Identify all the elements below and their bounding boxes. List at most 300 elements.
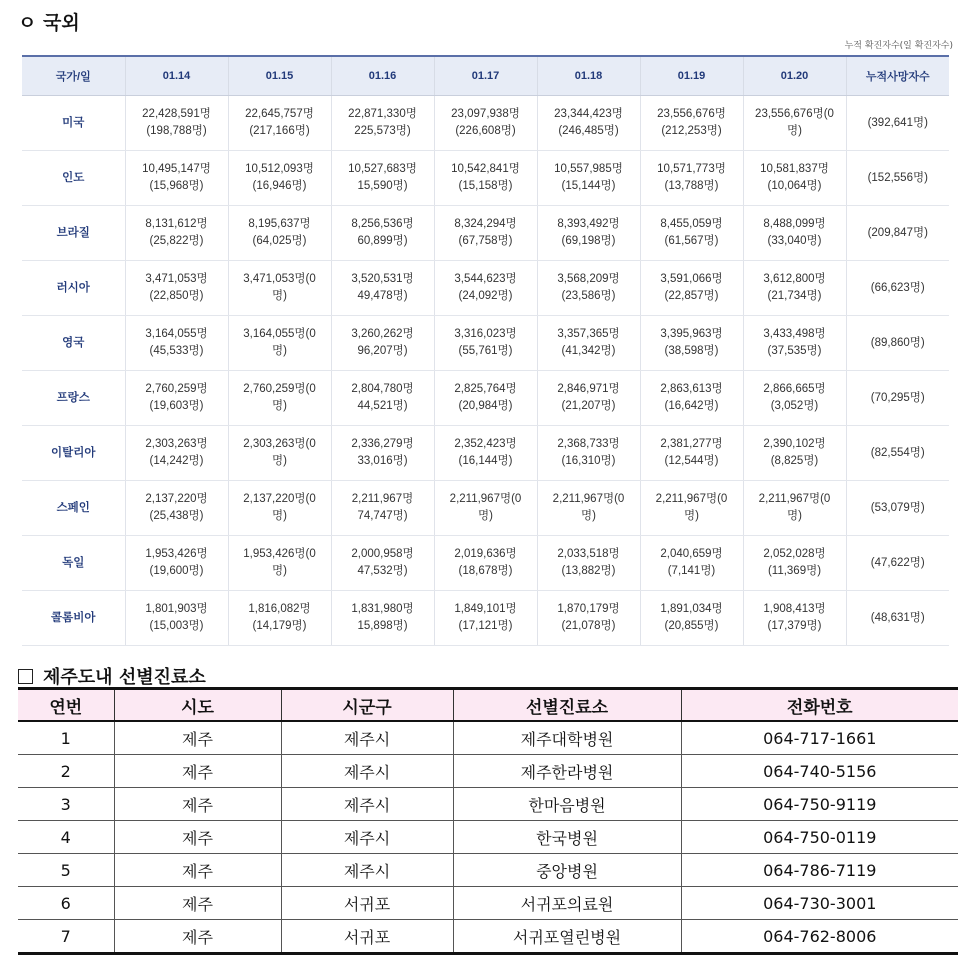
daily-cases: (226,608명) (455, 125, 516, 137)
table-row (18, 854, 958, 887)
daily-cases: (21,078명) (561, 620, 616, 632)
phone-number: 064-740-5156 (681, 755, 958, 788)
case-count-cell (434, 151, 537, 206)
column-header: 01.18 (537, 56, 640, 96)
daily-cases: (16,144명) (458, 455, 513, 467)
province: 제주 (114, 920, 281, 954)
column-header: 01.14 (125, 56, 228, 96)
clinic-name: 한마음병원 (453, 788, 681, 821)
cumulative-deaths: (48,631명) (846, 591, 949, 646)
daily-cases: (45,533명) (149, 345, 204, 357)
daily-cases: (33,040명) (767, 235, 822, 247)
table-row (22, 96, 949, 151)
case-count-cell (228, 151, 331, 206)
table-header-row (18, 689, 958, 722)
row-number: 2 (18, 755, 114, 788)
daily-cases: 명) (272, 565, 287, 577)
table-row (22, 316, 949, 371)
column-header: 01.19 (640, 56, 743, 96)
clinic-name: 중앙병원 (453, 854, 681, 887)
cumulative-cases: 8,324,294명 (454, 218, 517, 230)
case-count-cell (434, 316, 537, 371)
daily-cases: 명) (787, 125, 802, 137)
row-number: 5 (18, 854, 114, 887)
province: 제주 (114, 755, 281, 788)
clinic-name: 서귀포열린병원 (453, 920, 681, 954)
daily-cases: (15,968명) (149, 180, 204, 192)
country-name: 이탈리아 (22, 426, 125, 481)
case-count-cell (537, 261, 640, 316)
case-count-cell (331, 481, 434, 536)
cumulative-cases: 23,344,423명 (554, 108, 623, 120)
country-name: 브라질 (22, 206, 125, 261)
cumulative-cases: 2,863,613명 (660, 383, 723, 395)
table-row (18, 788, 958, 821)
daily-cases: 명) (478, 510, 493, 522)
daily-cases: (69,198명) (561, 235, 616, 247)
case-count-cell (228, 371, 331, 426)
province: 제주 (114, 721, 281, 755)
cumulative-deaths: (209,847명) (846, 206, 949, 261)
cumulative-cases: 2,760,259명 (145, 383, 208, 395)
daily-cases: (23,586명) (561, 290, 616, 302)
cumulative-cases: 2,381,277명 (660, 438, 723, 450)
column-header: 국가/일 (22, 56, 125, 96)
table-row (18, 887, 958, 920)
case-count-cell (640, 316, 743, 371)
cumulative-cases: 8,488,099명 (763, 218, 826, 230)
table-row (18, 721, 958, 755)
cumulative-cases: 2,390,102명 (763, 438, 826, 450)
cumulative-cases: 8,131,612명 (145, 218, 208, 230)
cumulative-cases: 8,455,059명 (660, 218, 723, 230)
daily-cases: (16,310명) (561, 455, 616, 467)
case-count-cell (743, 206, 846, 261)
cumulative-cases: 2,137,220명 (145, 493, 208, 505)
case-count-cell (434, 536, 537, 591)
daily-cases: (212,253명) (661, 125, 722, 137)
cumulative-cases: 8,195,637명 (248, 218, 311, 230)
case-count-cell (331, 536, 434, 591)
unit-note: 누적 확진자수(일 확진자수) (844, 41, 953, 51)
case-count-cell (331, 261, 434, 316)
cumulative-deaths: (53,079명) (846, 481, 949, 536)
table-row (22, 261, 949, 316)
table-row (18, 755, 958, 788)
daily-cases: (55,761명) (458, 345, 513, 357)
cumulative-cases: 3,164,055명 (145, 328, 208, 340)
city: 서귀포 (281, 920, 453, 954)
cumulative-cases: 1,801,903명 (145, 603, 208, 615)
cumulative-cases: 8,393,492명 (557, 218, 620, 230)
city: 제주시 (281, 854, 453, 887)
case-count-cell (125, 96, 228, 151)
country-name: 독일 (22, 536, 125, 591)
daily-cases: (12,544명) (664, 455, 719, 467)
cumulative-cases: 2,846,971명 (557, 383, 620, 395)
daily-cases: (8,825명) (770, 455, 819, 467)
daily-cases: 명) (272, 290, 287, 302)
daily-cases: (18,678명) (458, 565, 513, 577)
cumulative-cases: 3,260,262명 (351, 328, 414, 340)
table-row (22, 371, 949, 426)
cumulative-cases: 10,557,985명 (554, 163, 623, 175)
case-count-cell (228, 426, 331, 481)
cumulative-cases: 3,520,531명 (351, 273, 414, 285)
case-count-cell (434, 591, 537, 646)
cumulative-cases: 2,336,279명 (351, 438, 414, 450)
country-name: 콜롬비아 (22, 591, 125, 646)
daily-cases: (25,822명) (149, 235, 204, 247)
province: 제주 (114, 821, 281, 854)
daily-cases: 96,207명) (357, 345, 408, 357)
cumulative-cases: 2,211,967명(0 (552, 493, 625, 505)
case-count-cell (537, 536, 640, 591)
table-row (22, 591, 949, 646)
daily-cases: (13,882명) (561, 565, 616, 577)
cumulative-cases: 10,495,147명 (142, 163, 211, 175)
daily-cases: 명) (272, 345, 287, 357)
cumulative-cases: 3,471,053명(0 (243, 273, 316, 285)
case-count-cell (537, 591, 640, 646)
daily-cases: 명) (787, 510, 802, 522)
case-count-cell (743, 96, 846, 151)
phone-number: 064-717-1661 (681, 721, 958, 755)
city: 제주시 (281, 788, 453, 821)
daily-cases: 명) (272, 510, 287, 522)
daily-cases: 49,478명) (357, 290, 408, 302)
cumulative-cases: 2,825,764명 (454, 383, 517, 395)
column-header: 시군구 (281, 689, 453, 722)
case-count-cell (537, 481, 640, 536)
cumulative-cases: 3,316,023명 (454, 328, 517, 340)
clinic-name: 한국병원 (453, 821, 681, 854)
daily-cases: (64,025명) (252, 235, 307, 247)
section-title-international: ㅇ 국외 (18, 12, 80, 34)
section-title-jeju-text: 제주도내 선별진료소 (43, 667, 206, 688)
row-number: 3 (18, 788, 114, 821)
cumulative-cases: 2,211,967명 (351, 493, 414, 505)
column-header: 01.20 (743, 56, 846, 96)
city: 제주시 (281, 721, 453, 755)
daily-cases: 15,590명) (357, 180, 408, 192)
cumulative-cases: 2,211,967명(0 (449, 493, 522, 505)
daily-cases: (16,946명) (252, 180, 307, 192)
country-name: 영국 (22, 316, 125, 371)
daily-cases: (15,144명) (561, 180, 616, 192)
cumulative-cases: 10,542,841명 (451, 163, 520, 175)
phone-number: 064-730-3001 (681, 887, 958, 920)
cumulative-cases: 23,097,938명 (451, 108, 520, 120)
cumulative-cases: 3,357,365명 (557, 328, 620, 340)
column-header: 01.17 (434, 56, 537, 96)
case-count-cell (434, 426, 537, 481)
daily-cases: (198,788명) (146, 125, 207, 137)
city: 제주시 (281, 821, 453, 854)
table-row (22, 151, 949, 206)
case-count-cell (640, 206, 743, 261)
cumulative-cases: 2,040,659명 (660, 548, 723, 560)
cumulative-cases: 10,512,093명 (245, 163, 314, 175)
row-number: 6 (18, 887, 114, 920)
case-count-cell (331, 316, 434, 371)
cumulative-cases: 23,556,676명 (657, 108, 726, 120)
cumulative-cases: 2,000,958명 (351, 548, 414, 560)
case-count-cell (434, 261, 537, 316)
city: 제주시 (281, 755, 453, 788)
daily-cases: (22,857명) (664, 290, 719, 302)
cumulative-cases: 1,831,980명 (351, 603, 414, 615)
case-count-cell (331, 96, 434, 151)
daily-cases: 74,747명) (357, 510, 408, 522)
phone-number: 064-786-7119 (681, 854, 958, 887)
case-count-cell (743, 371, 846, 426)
row-number: 1 (18, 721, 114, 755)
case-count-cell (125, 536, 228, 591)
daily-cases: 명) (581, 510, 596, 522)
daily-cases: (16,642명) (664, 400, 719, 412)
province: 제주 (114, 788, 281, 821)
clinic-name: 서귀포의료원 (453, 887, 681, 920)
case-count-cell (640, 591, 743, 646)
table-row (22, 536, 949, 591)
column-header: 01.16 (331, 56, 434, 96)
province: 제주 (114, 887, 281, 920)
column-header: 선별진료소 (453, 689, 681, 722)
daily-cases: 15,898명) (357, 620, 408, 632)
daily-cases: (3,052명) (770, 400, 819, 412)
cumulative-cases: 8,256,536명 (351, 218, 414, 230)
daily-cases: 225,573명) (354, 125, 411, 137)
international-cases-table (22, 55, 949, 646)
daily-cases: 60,899명) (357, 235, 408, 247)
cumulative-cases: 2,211,967명(0 (655, 493, 728, 505)
case-count-cell (125, 316, 228, 371)
cumulative-cases: 3,433,498명 (763, 328, 826, 340)
case-count-cell (537, 206, 640, 261)
case-count-cell (228, 316, 331, 371)
daily-cases: (19,600명) (149, 565, 204, 577)
daily-cases: 명) (684, 510, 699, 522)
daily-cases: 33,016명) (357, 455, 408, 467)
cumulative-deaths: (82,554명) (846, 426, 949, 481)
daily-cases: (20,855명) (664, 620, 719, 632)
cumulative-cases: 2,137,220명(0 (243, 493, 316, 505)
case-count-cell (228, 591, 331, 646)
cumulative-cases: 2,866,665명 (763, 383, 826, 395)
case-count-cell (743, 261, 846, 316)
daily-cases: (21,734명) (767, 290, 822, 302)
cumulative-cases: 22,645,757명 (245, 108, 314, 120)
case-count-cell (434, 371, 537, 426)
cumulative-cases: 1,891,034명 (660, 603, 723, 615)
daily-cases: (217,166명) (249, 125, 310, 137)
daily-cases: (19,603명) (149, 400, 204, 412)
country-name: 스페인 (22, 481, 125, 536)
cumulative-cases: 10,581,837명 (760, 163, 829, 175)
case-count-cell (640, 481, 743, 536)
cumulative-cases: 2,033,518명 (557, 548, 620, 560)
cumulative-deaths: (152,556명) (846, 151, 949, 206)
daily-cases: (24,092명) (458, 290, 513, 302)
case-count-cell (743, 426, 846, 481)
daily-cases: 44,521명) (357, 400, 408, 412)
row-number: 4 (18, 821, 114, 854)
table-header-row (22, 56, 949, 96)
cumulative-cases: 1,870,179명 (557, 603, 620, 615)
country-name: 인도 (22, 151, 125, 206)
daily-cases: (21,207명) (561, 400, 616, 412)
case-count-cell (434, 206, 537, 261)
phone-number: 064-750-9119 (681, 788, 958, 821)
daily-cases: (246,485명) (558, 125, 619, 137)
table-row (22, 481, 949, 536)
case-count-cell (331, 591, 434, 646)
case-count-cell (537, 96, 640, 151)
cumulative-cases: 10,527,683명 (348, 163, 417, 175)
case-count-cell (228, 96, 331, 151)
case-count-cell (331, 371, 434, 426)
clinic-name: 제주한라병원 (453, 755, 681, 788)
cumulative-cases: 1,953,426명(0 (243, 548, 316, 560)
phone-number: 064-762-8006 (681, 920, 958, 954)
cumulative-cases: 2,760,259명(0 (243, 383, 316, 395)
daily-cases: (15,158명) (458, 180, 513, 192)
daily-cases: (13,788명) (664, 180, 719, 192)
case-count-cell (125, 151, 228, 206)
case-count-cell (228, 261, 331, 316)
case-count-cell (537, 371, 640, 426)
cumulative-cases: 3,164,055명(0 (243, 328, 316, 340)
cumulative-deaths: (66,623명) (846, 261, 949, 316)
case-count-cell (331, 426, 434, 481)
cumulative-cases: 1,953,426명 (145, 548, 208, 560)
row-number: 7 (18, 920, 114, 954)
country-name: 프랑스 (22, 371, 125, 426)
daily-cases: 명) (272, 400, 287, 412)
cumulative-cases: 22,871,330명 (348, 108, 417, 120)
case-count-cell (125, 481, 228, 536)
case-count-cell (743, 536, 846, 591)
case-count-cell (228, 481, 331, 536)
daily-cases: (11,369명) (767, 565, 822, 577)
case-count-cell (331, 206, 434, 261)
column-header: 전화번호 (681, 689, 958, 722)
case-count-cell (640, 536, 743, 591)
cumulative-cases: 1,816,082명 (248, 603, 311, 615)
daily-cases: (17,379명) (767, 620, 822, 632)
case-count-cell (125, 591, 228, 646)
cumulative-cases: 3,591,066명 (660, 273, 723, 285)
clinic-name: 제주대학병원 (453, 721, 681, 755)
checkbox-icon (18, 669, 33, 684)
daily-cases: (61,567명) (664, 235, 719, 247)
country-name: 러시아 (22, 261, 125, 316)
cumulative-cases: 3,471,053명 (145, 273, 208, 285)
daily-cases: (15,003명) (149, 620, 204, 632)
city: 서귀포 (281, 887, 453, 920)
case-count-cell (743, 316, 846, 371)
case-count-cell (537, 316, 640, 371)
case-count-cell (743, 591, 846, 646)
daily-cases: (14,242명) (149, 455, 204, 467)
cumulative-cases: 2,019,636명 (454, 548, 517, 560)
case-count-cell (537, 426, 640, 481)
case-count-cell (228, 536, 331, 591)
case-count-cell (640, 371, 743, 426)
cumulative-cases: 2,211,967명(0 (758, 493, 831, 505)
case-count-cell (125, 261, 228, 316)
daily-cases: (17,121명) (458, 620, 513, 632)
daily-cases: (41,342명) (561, 345, 616, 357)
daily-cases: (14,179명) (252, 620, 307, 632)
cumulative-cases: 2,052,028명 (763, 548, 826, 560)
cumulative-deaths: (392,641명) (846, 96, 949, 151)
cumulative-cases: 2,368,733명 (557, 438, 620, 450)
cumulative-deaths: (89,860명) (846, 316, 949, 371)
cumulative-cases: 2,303,263명(0 (243, 438, 316, 450)
table-row (18, 821, 958, 854)
case-count-cell (640, 96, 743, 151)
section-title-jeju (18, 663, 206, 689)
daily-cases: (22,850명) (149, 290, 204, 302)
case-count-cell (640, 261, 743, 316)
case-count-cell (331, 151, 434, 206)
daily-cases: (10,064명) (767, 180, 822, 192)
cumulative-deaths: (47,622명) (846, 536, 949, 591)
column-header: 연번 (18, 689, 114, 722)
daily-cases: 47,532명) (357, 565, 408, 577)
case-count-cell (434, 96, 537, 151)
cumulative-cases: 22,428,591명 (142, 108, 211, 120)
column-header: 누적사망자수 (846, 56, 949, 96)
case-count-cell (228, 206, 331, 261)
daily-cases: (67,758명) (458, 235, 513, 247)
province: 제주 (114, 854, 281, 887)
cumulative-cases: 1,908,413명 (763, 603, 826, 615)
cumulative-cases: 23,556,676명(0 (755, 108, 834, 120)
case-count-cell (640, 426, 743, 481)
cumulative-cases: 3,612,800명 (763, 273, 826, 285)
cumulative-cases: 2,352,423명 (454, 438, 517, 450)
case-count-cell (125, 371, 228, 426)
case-count-cell (743, 481, 846, 536)
table-row (22, 206, 949, 261)
country-name: 미국 (22, 96, 125, 151)
cumulative-cases: 1,849,101명 (454, 603, 517, 615)
cumulative-cases: 2,804,780명 (351, 383, 414, 395)
column-header: 01.15 (228, 56, 331, 96)
cumulative-cases: 3,568,209명 (557, 273, 620, 285)
daily-cases: (37,535명) (767, 345, 822, 357)
jeju-clinics-table (18, 687, 958, 955)
daily-cases: (25,438명) (149, 510, 204, 522)
cumulative-cases: 3,544,623명 (454, 273, 517, 285)
column-header: 시도 (114, 689, 281, 722)
table-row (22, 426, 949, 481)
daily-cases: (38,598명) (664, 345, 719, 357)
cumulative-cases: 2,303,263명 (145, 438, 208, 450)
case-count-cell (434, 481, 537, 536)
case-count-cell (537, 151, 640, 206)
table-row (18, 920, 958, 954)
case-count-cell (640, 151, 743, 206)
case-count-cell (743, 151, 846, 206)
daily-cases: (7,141명) (667, 565, 716, 577)
phone-number: 064-750-0119 (681, 821, 958, 854)
daily-cases: 명) (272, 455, 287, 467)
case-count-cell (125, 426, 228, 481)
